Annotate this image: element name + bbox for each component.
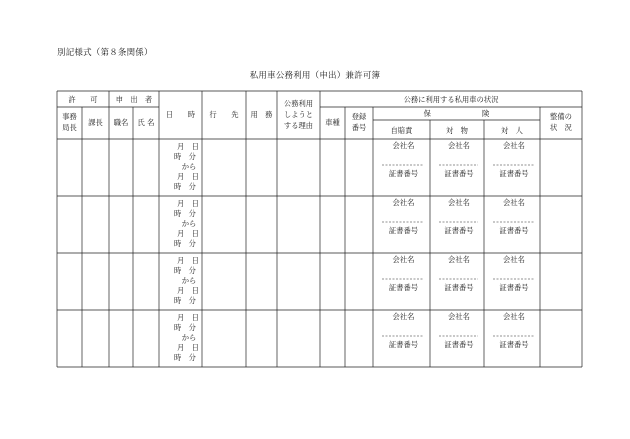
insurance-company-name: 会社名	[392, 141, 415, 150]
insurance-certificate-number: 証書番号	[499, 226, 529, 235]
header-reason: 公務利用	[283, 99, 314, 108]
insurance-company-name: 会社名	[503, 255, 525, 264]
insurance-certificate-number: 証書番号	[444, 283, 474, 292]
document-title: 私用車公務利用（申出）兼許可簿	[249, 71, 381, 81]
header-permit: 許 可	[68, 95, 98, 104]
insurance-company-name: 会社名	[392, 198, 415, 207]
datetime-month-day: 月 日	[177, 286, 199, 295]
header-reason: する理由	[283, 121, 314, 130]
insurance-certificate-number: 証書番号	[444, 340, 474, 349]
insurance-company-name: 会社名	[392, 312, 415, 321]
insurance-certificate-number: 証書番号	[499, 340, 529, 349]
insurance-certificate-number: 証書番号	[388, 169, 419, 178]
datetime-hour-minute: 時 分	[174, 296, 196, 305]
insurance-company-name: 会社名	[448, 198, 470, 207]
datetime-month-day: 月 日	[177, 343, 199, 352]
datetime-hour-minute: 時 分	[174, 182, 196, 191]
datetime-hour-minute: 時 分	[174, 152, 196, 161]
header-section-chief: 課長	[88, 118, 103, 127]
datetime-from: から	[181, 162, 197, 171]
header-business: 用 務	[250, 110, 273, 119]
datetime-month-day: 月 日	[177, 229, 199, 238]
datetime-hour-minute: 時 分	[174, 239, 196, 248]
insurance-company-name: 会社名	[503, 312, 525, 321]
header-name: 氏 名	[137, 118, 155, 127]
datetime-hour-minute: 時 分	[174, 209, 196, 218]
insurance-certificate-number: 証書番号	[388, 283, 419, 292]
header-property-insurance: 対 物	[446, 126, 468, 135]
header-reason: しようと	[283, 110, 314, 119]
header-applicant: 申 出 者	[115, 95, 153, 104]
header-vehicle-status: 公務に利用する私用車の状況	[403, 95, 499, 104]
header-maintenance-status: 状 況	[550, 123, 572, 132]
header-director: 局長	[62, 123, 77, 132]
datetime-month-day: 月 日	[177, 172, 199, 181]
insurance-company-name: 会社名	[448, 312, 470, 321]
form-label: 別記様式（第８条関係）	[57, 48, 153, 58]
insurance-company-name: 会社名	[503, 198, 525, 207]
header-personal-insurance: 対 人	[501, 126, 523, 135]
header-director: 事務	[62, 112, 77, 121]
datetime-from: から	[181, 219, 197, 228]
insurance-certificate-number: 証書番号	[388, 340, 419, 349]
insurance-certificate-number: 証書番号	[499, 169, 529, 178]
table-text	[62, 95, 572, 362]
datetime-month-day: 月 日	[177, 199, 199, 208]
datetime-hour-minute: 時 分	[174, 353, 196, 362]
header-registration-number: 登録	[351, 112, 367, 121]
header-compulsory-insurance: 自賠責	[390, 126, 413, 135]
datetime-hour-minute: 時 分	[174, 266, 196, 275]
datetime-from: から	[181, 333, 197, 342]
insurance-certificate-number: 証書番号	[444, 169, 474, 178]
insurance-company-name: 会社名	[392, 255, 415, 264]
header-registration-number: 番号	[351, 123, 367, 132]
insurance-company-name: 会社名	[448, 255, 470, 264]
header-job-title: 職名	[113, 118, 129, 127]
header-maintenance-status: 整備の	[550, 112, 572, 121]
header-destination: 行 先	[209, 110, 239, 119]
insurance-certificate-number: 証書番号	[444, 226, 474, 235]
insurance-company-name: 会社名	[503, 141, 525, 150]
header-datetime: 日 時	[165, 110, 196, 119]
datetime-month-day: 月 日	[177, 256, 199, 265]
insurance-company-name: 会社名	[448, 141, 470, 150]
insurance-certificate-number: 証書番号	[388, 226, 419, 235]
insurance-certificate-number: 証書番号	[499, 283, 529, 292]
datetime-month-day: 月 日	[177, 313, 199, 322]
header-insurance: 保 険	[423, 109, 490, 118]
datetime-hour-minute: 時 分	[174, 323, 196, 332]
datetime-from: から	[181, 276, 197, 285]
datetime-month-day: 月 日	[177, 142, 199, 151]
header-vehicle-type: 車種	[325, 118, 340, 127]
